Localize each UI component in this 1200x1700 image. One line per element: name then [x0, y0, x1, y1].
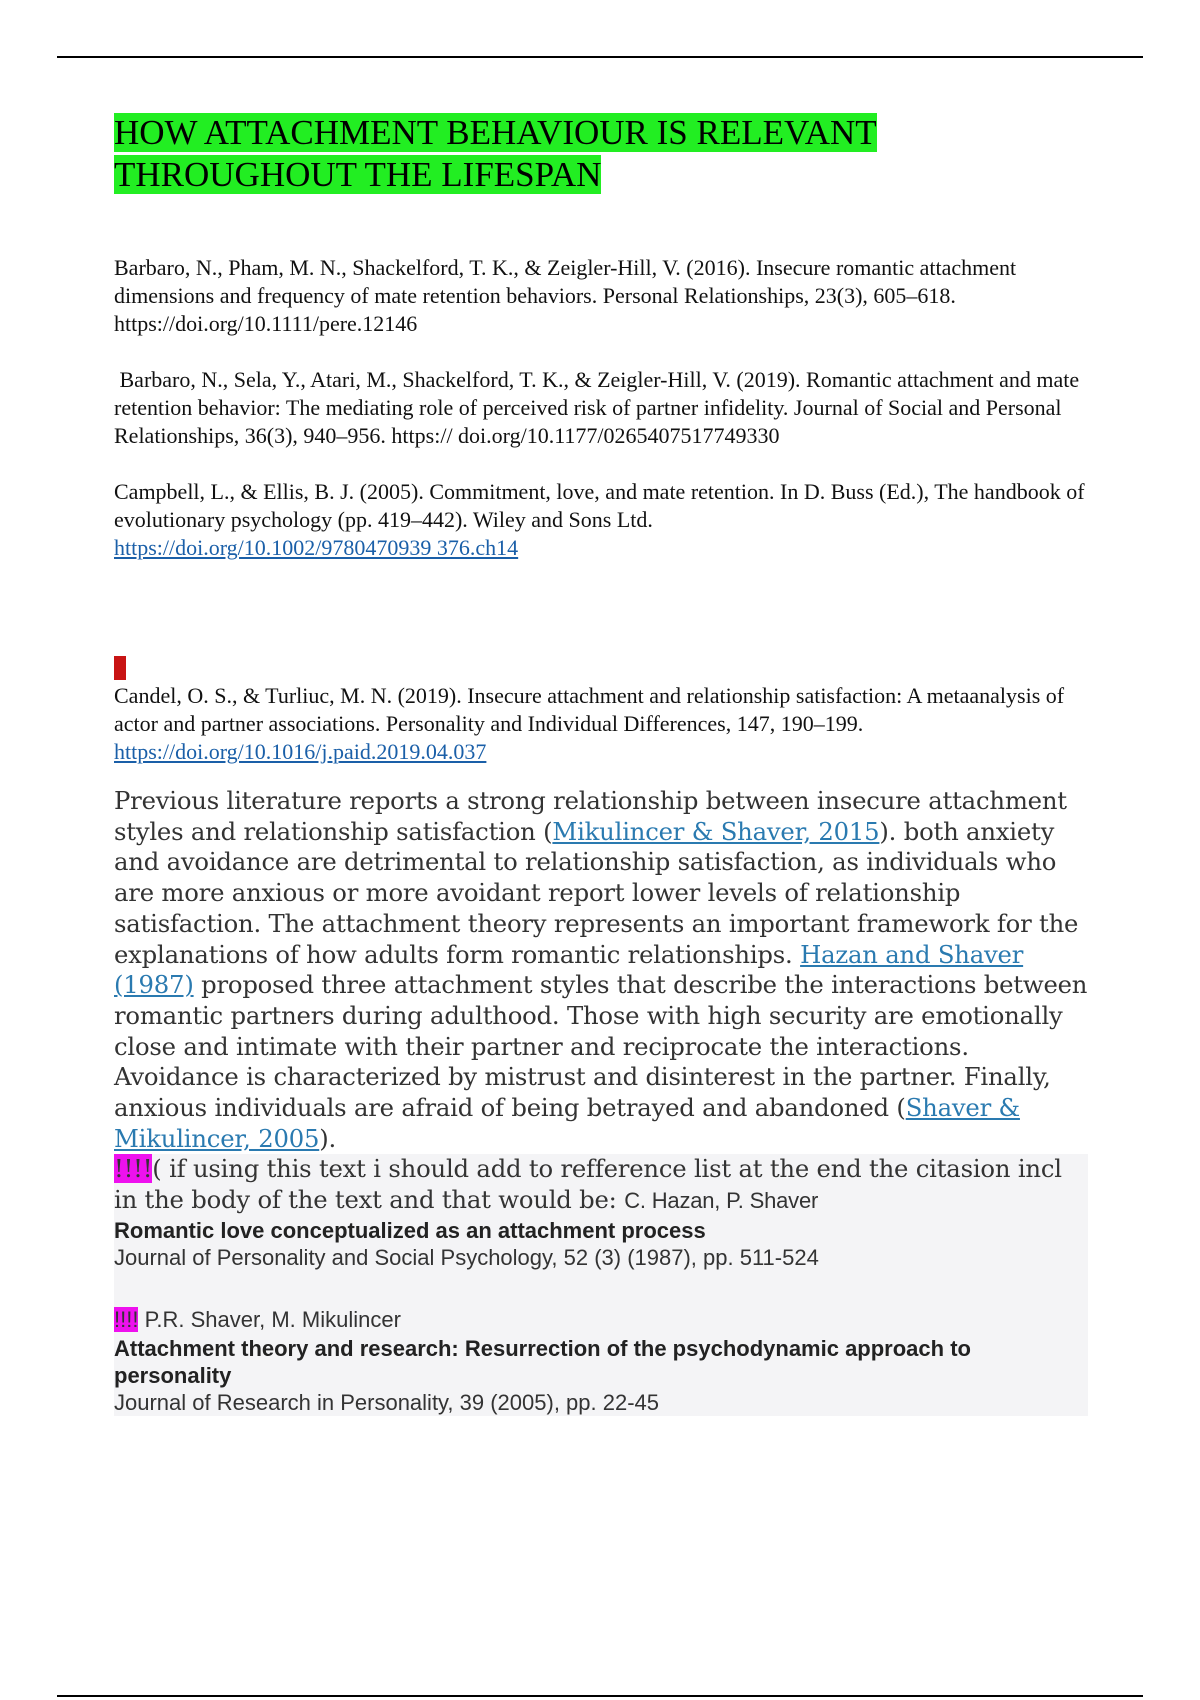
- body-paragraph: [114, 786, 1096, 1154]
- note-authors: C. Hazan, P. Shaver: [624, 1188, 819, 1214]
- note-text: ( if using this text i should add to refference list at the end the citasion incl in the body of the text and that would be:: [114, 1154, 1062, 1215]
- reference-doi-link[interactable]: https://doi.org/10.1016/j.paid.2019.04.037: [114, 739, 487, 764]
- paragraph-text: ).: [319, 1123, 337, 1153]
- reference-campbell-2005: [114, 478, 1096, 562]
- note-journal: Journal of Personality and Social Psychology, 52 (3) (1987), pp. 511-524: [114, 1244, 819, 1270]
- page-title: [114, 112, 1096, 196]
- paragraph-text: proposed three attachment styles that describe the interactions between romantic partners during adulthood. Those with high security are emotionally close and intimate with their partner and reciprocate the interactions. Avoidance is characterized by mistrust and disinterest in the partner. Finally, anxious individuals are afraid of being betrayed and abandoned (: [114, 970, 1088, 1123]
- top-rule: [57, 56, 1143, 58]
- citation-link-mikulincer-shaver[interactable]: Mikulincer & Shaver, 2015: [552, 816, 880, 846]
- paragraph-text: ). both anxiety and avoidance are detrimental to relationship satisfaction, as individuals who are more anxious or more avoidant report lower levels of relationship satisfaction. The attachment theory represents an important framework for the explanations of how adults form romantic relationships.: [114, 816, 1079, 969]
- note-authors: P.R. Shaver, M. Mikulincer: [138, 1306, 401, 1332]
- magenta-marker: !!!!: [114, 1154, 153, 1184]
- title-line-1: HOW ATTACHMENT BEHAVIOUR IS RELEVANT: [114, 113, 877, 152]
- note-box: [114, 1154, 1088, 1415]
- reference-candel-2019: [114, 682, 1096, 766]
- note-intro: [114, 1154, 1088, 1216]
- magenta-marker: !!!!: [114, 1306, 139, 1332]
- note-journal: Journal of Research in Personality, 39 (2005), pp. 22-45: [114, 1389, 660, 1415]
- red-highlight-marker: [114, 656, 126, 680]
- bottom-rule: [57, 1695, 1143, 1697]
- note-article-title: Romantic love conceptualized as an attachment process: [114, 1217, 706, 1243]
- title-line-2: THROUGHOUT THE LIFESPAN: [114, 155, 602, 194]
- citation-link-shaver-mikulincer[interactable]: Shaver & Mikulincer, 2005: [114, 1093, 1020, 1153]
- paragraph-text: Previous literature reports a strong relationship between insecure attachment styles and relationship satisfaction (: [114, 786, 1067, 846]
- note-second-reference: [114, 1305, 1088, 1335]
- reference-barbaro-2019: Barbaro, N., Sela, Y., Atari, M., Shackelford, T. K., & Zeigler-Hill, V. (2019). Romantic attachment and mate retention behavior: The mediating role of perceived risk of partner infidelity. Journal of Social and Personal Relationships, 36(3), 940–956. https:// doi.org/10.1177/0265407517749330: [114, 367, 1085, 448]
- citation-link-hazan-shaver[interactable]: Hazan and Shaver (1987): [114, 939, 1024, 1000]
- reference-text: Candel, O. S., & Turliuc, M. N. (2019). Insecure attachment and relationship satisfaction: A metaanalysis of actor and partner associations. Personality and Individual Differences, 147, 190–199.: [114, 683, 1065, 736]
- note-article-title: Attachment theory and research: Resurrection of the psychodynamic approach to personality: [114, 1335, 971, 1388]
- reference-doi-link[interactable]: https://doi.org/10.1002/9780470939 376.ch14: [114, 535, 519, 560]
- reference-barbaro-2016: Barbaro, N., Pham, M. N., Shackelford, T. K., & Zeigler-Hill, V. (2016). Insecure romantic attachment dimensions and frequency of mate retention behaviors. Personal Relationships, 23(3), 605–618. https://doi.org/10.1111/pere.12146: [114, 255, 1017, 336]
- reference-text: Campbell, L., & Ellis, B. J. (2005). Commitment, love, and mate retention. In D. Buss (Ed.), The handbook of evolutionary psychology (pp. 419–442). Wiley and Sons Ltd.: [114, 479, 1085, 532]
- document-body: [114, 112, 1096, 1416]
